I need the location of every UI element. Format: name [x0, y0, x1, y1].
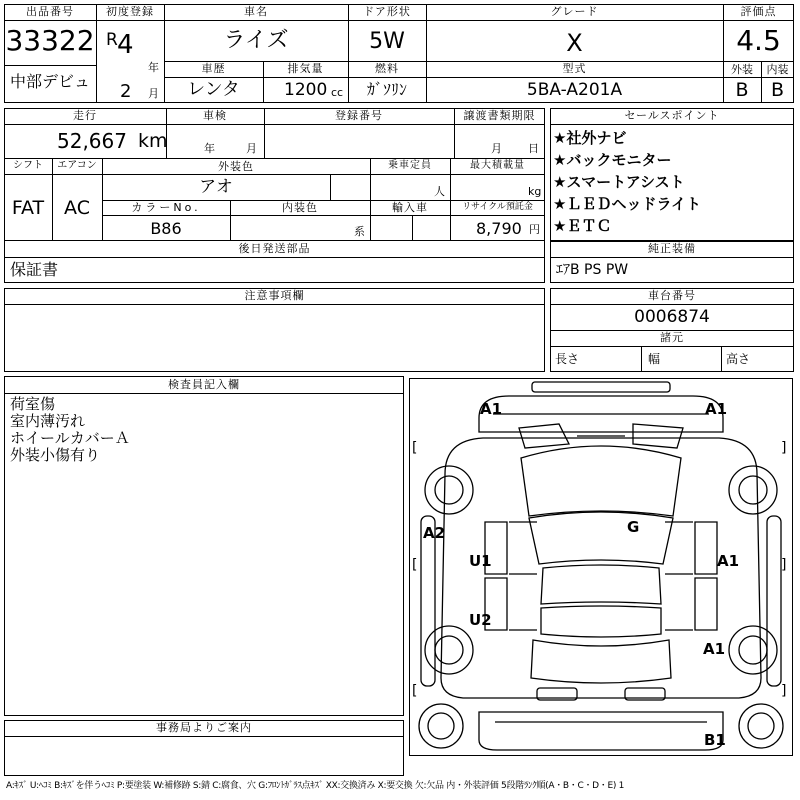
damage-legend: A:ｷｽﾞ U:ﾍｺﾐ B:ｷｽﾞを伴うﾍｺﾐ P:要塗装 W:補修跡 S:錆 C:腐食、穴 G:ﾌﾛﾝﾄｶﾞﾗｽ点ｷｽﾞ XX:交換済み X:要交換 欠:欠品 内・外装評価 5段階ﾗﾝｸ順(A・B・C・D・E) 1 [6, 781, 625, 791]
inspector-note-line: 室内薄汚れ [10, 412, 86, 430]
damage-mark: A1 [480, 400, 503, 418]
transfer-deadline-label: 譲渡書類期限 [463, 109, 536, 122]
sales-point-item: ★バックモニター [553, 151, 672, 169]
sales-point-item: ★社外ナビ [553, 129, 627, 147]
lot-number: 33322 [5, 24, 95, 57]
bracket-marker: ] [781, 440, 787, 456]
chassis-number-label: 車台番号 [648, 289, 696, 302]
capacity-unit: 人 [434, 185, 445, 198]
recycle-label: リサイクル預託金 [462, 202, 533, 212]
inspection-month-unit: 月 [246, 142, 257, 155]
damage-mark: A1 [717, 552, 740, 570]
equipment-label: 純正装備 [648, 242, 696, 255]
lot-number-label: 出品番号 [26, 5, 74, 18]
damage-mark: U1 [469, 552, 492, 570]
car-name: ライズ [223, 28, 289, 53]
shift-label: シフト [13, 160, 43, 171]
overall-score: 4.5 [736, 24, 781, 57]
model-code-label: 型式 [562, 62, 587, 75]
model-code: 5BA-A201A [526, 80, 623, 100]
registration-year: 4 [117, 30, 134, 60]
aircon: AC [64, 197, 90, 219]
displacement-unit: cc [331, 86, 344, 99]
bracket-marker: [ [412, 557, 418, 573]
transfer-month-unit: 月 [491, 142, 502, 155]
displacement-label: 排気量 [287, 62, 324, 75]
damage-mark: A1 [705, 400, 728, 418]
spec-label: 諸元 [660, 331, 684, 344]
month-unit: 月 [148, 87, 159, 100]
max-load-label: 最大積載量 [470, 160, 525, 171]
interior-color-label: 内装色 [282, 201, 318, 214]
bracket-marker: ] [781, 557, 787, 573]
sales-point-item: ★ＥＴＣ [553, 217, 612, 235]
exterior-color-label: 外装色 [218, 160, 254, 173]
sales-point-item: ★ＬＥＤヘッドライト [553, 195, 701, 213]
bracket-marker: [ [412, 683, 418, 699]
displacement: 1200 [284, 80, 328, 100]
later-parts-label: 後日発送部品 [238, 242, 311, 255]
car-history: レンタ [187, 79, 240, 100]
damage-mark: B1 [704, 731, 726, 749]
exterior-color: アオ [199, 177, 233, 197]
door-type-label: ドア形状 [363, 5, 411, 18]
later-parts: 保証書 [10, 260, 59, 279]
interior-label: 内装 [766, 63, 789, 76]
sales-points-label: セールスポイント [624, 109, 720, 122]
inspector-note-line: 荷室傷 [10, 395, 56, 413]
plate-number-label: 登録番号 [335, 109, 383, 122]
color-code: B86 [150, 219, 182, 238]
auction-event: 中部デビュ [9, 72, 90, 91]
interior-color-unit: 系 [354, 225, 365, 238]
equipment: ｴｱB PS PW [556, 262, 629, 278]
car-damage-diagram [409, 378, 793, 756]
year-unit: 年 [148, 61, 159, 74]
fuel-type: ｶﾞｿﾘﾝ [366, 80, 407, 99]
damage-mark: A1 [703, 640, 726, 658]
damage-mark: A2 [423, 524, 446, 542]
import-label: 輸入車 [392, 201, 428, 214]
max-load-unit: kg [528, 185, 542, 198]
exterior-label: 外装 [731, 63, 753, 76]
shift-type: FAT [11, 197, 45, 219]
grade: X [566, 29, 583, 57]
caution-label: 注意事項欄 [244, 289, 305, 302]
bracket-marker: [ [412, 440, 418, 456]
mileage-label: 走行 [73, 109, 97, 122]
door-type: 5W [369, 29, 405, 54]
grade-label: グレード [550, 5, 599, 18]
inspector-note-line: ホイールカバーＡ [10, 429, 130, 447]
capacity-label: 乗車定員 [388, 160, 432, 171]
width-label: 幅 [648, 352, 661, 366]
mileage-unit: km [138, 130, 168, 152]
transfer-day-unit: 日 [528, 142, 539, 155]
score-label: 評価点 [740, 5, 777, 18]
chassis-number: 0006874 [634, 307, 710, 327]
car-name-label: 車名 [244, 5, 268, 18]
damage-mark: U2 [469, 611, 492, 629]
sales-point-item: ★スマートアシスト [553, 173, 685, 191]
inspector-note-line: 外装小傷有り [10, 446, 101, 464]
length-label: 長さ [555, 352, 580, 366]
inspector-notes-label: 検査員記入欄 [168, 378, 240, 391]
exterior-grade: B [735, 79, 749, 101]
bracket-marker: ] [781, 683, 787, 699]
first-registration-label: 初度登録 [106, 5, 154, 18]
office-notice-label: 事務局よりご案内 [156, 721, 252, 734]
recycle-unit: 円 [529, 223, 540, 236]
inspection-label: 車検 [203, 109, 227, 122]
inspection-year-unit: 年 [204, 142, 215, 155]
fuel-label: 燃料 [375, 62, 399, 75]
color-code-label: カラーNo. [131, 201, 201, 214]
mileage: 52,667 [57, 129, 127, 153]
era-letter: R [106, 30, 118, 50]
registration-month: 2 [120, 81, 132, 102]
interior-grade: B [770, 79, 785, 101]
height-label: 高さ [726, 352, 751, 366]
damage-mark: G [627, 518, 640, 536]
aircon-label: エアコン [57, 160, 97, 171]
history-label: 車歴 [201, 62, 226, 75]
recycle-fee: 8,790 [476, 219, 522, 238]
